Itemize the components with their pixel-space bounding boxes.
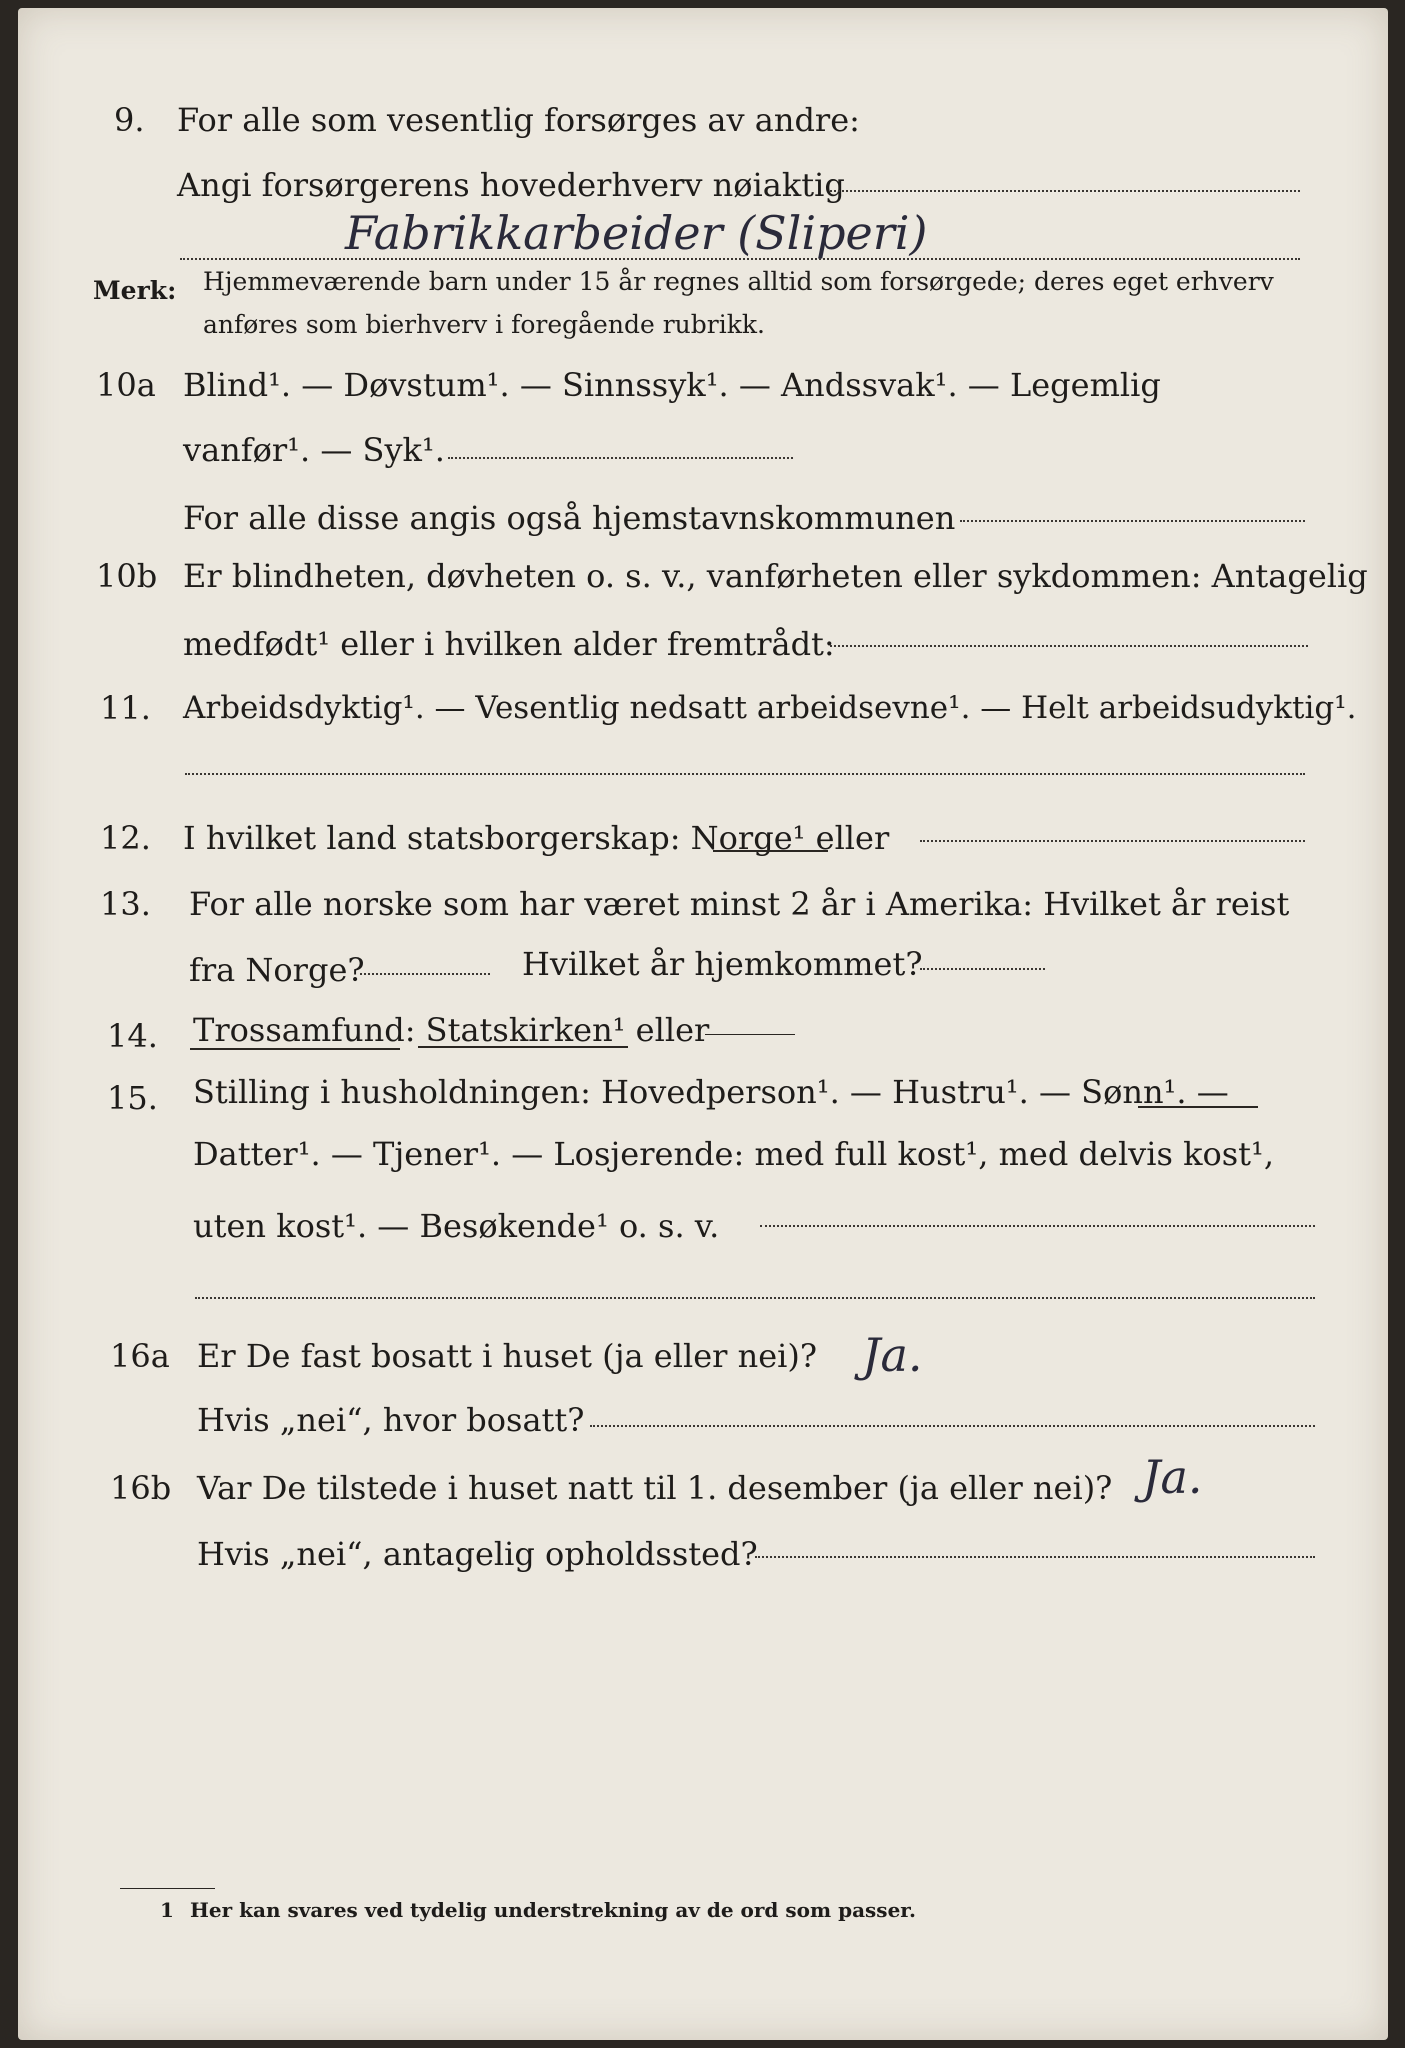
answer-line [920, 840, 1305, 842]
answer-line [920, 968, 1045, 970]
question-number: 14. [107, 1017, 158, 1055]
question-text: Trossamfund: Statskirken¹ eller [193, 1011, 710, 1049]
question-text: Hvis „nei“, hvor bosatt? [197, 1401, 585, 1439]
note-text: Hjemmeværende barn under 15 år regnes alltid som forsørgede; deres eget erhverv [203, 267, 1274, 296]
answer-line [185, 773, 1305, 775]
question-number: 15. [107, 1079, 158, 1117]
question-text: I hvilket land statsborgerskap: Norge¹ eller [183, 819, 890, 857]
answer-line [448, 457, 793, 459]
question-number: 10b [96, 557, 158, 595]
question-text: fra Norge? [189, 951, 365, 989]
answer-line [960, 520, 1305, 522]
answer-underline-trossamfund [190, 1048, 400, 1050]
question-text: Datter¹. — Tjener¹. — Losjerende: med full kost¹, med delvis kost¹, [193, 1135, 1275, 1173]
question-text: Er De fast bosatt i huset (ja eller nei)? [197, 1337, 818, 1375]
question-number: 16b [110, 1469, 172, 1507]
answer-line [180, 258, 1300, 260]
question-text: Arbeidsdyktig¹. — Vesentlig nedsatt arbeidsevne¹. — Helt arbeidsudyktig¹. [183, 690, 1357, 726]
answer-underline-norge [713, 850, 828, 852]
answer-underline-sonn [1138, 1106, 1258, 1108]
question-text: uten kost¹. — Besøkende¹ o. s. v. [193, 1207, 720, 1245]
question-text: Hvilket år hjemkommet? [522, 945, 923, 983]
note-label: Merk: [93, 276, 177, 305]
answer-line [590, 1425, 1315, 1427]
footnote-marker: 1 [160, 1898, 174, 1922]
answer-line [195, 1297, 1315, 1299]
note-text: anføres som bierhverv i foregående rubrikk. [203, 310, 765, 339]
answer-line [705, 1034, 795, 1035]
question-number: 9. [114, 101, 145, 139]
question-number: 16a [110, 1337, 170, 1375]
answer-underline-statskirken [418, 1046, 628, 1048]
answer-line [360, 973, 490, 975]
question-number: 13. [100, 885, 151, 923]
question-text: Blind¹. — Døvstum¹. — Sinnssyk¹. — Andssvak¹. — Legemlig [183, 366, 1161, 404]
question-text: vanfør¹. — Syk¹. [183, 431, 445, 469]
question-text: Angi forsørgerens hovederhverv nøiaktig [177, 166, 845, 204]
question-text: For alle som vesentlig forsørges av andre: [177, 101, 860, 139]
question-text: For alle disse angis også hjemstavnskommunen [183, 499, 956, 537]
question-text: Hvis „nei“, antagelig opholdssted? [197, 1535, 758, 1573]
answer-line [760, 1225, 1315, 1227]
question-number: 10a [96, 366, 156, 404]
footnote-text: Her kan svares ved tydelig understrekning av de ord som passer. [190, 1898, 916, 1922]
question-number: 11. [100, 689, 151, 727]
handwritten-answer: Ja. [1142, 1450, 1203, 1504]
question-text: Var De tilstede i huset natt til 1. desember (ja eller nei)? [197, 1469, 1113, 1507]
handwritten-answer: Ja. [862, 1328, 923, 1382]
question-text: Er blindheten, døvheten o. s. v., vanførheten eller sykdommen: Antagelig [183, 557, 1368, 595]
answer-line [830, 645, 1308, 647]
question-number: 12. [100, 819, 151, 857]
question-text: medfødt¹ eller i hvilken alder fremtrådt: [183, 625, 835, 663]
footnote-rule [120, 1888, 215, 1889]
question-text: Stilling i husholdningen: Hovedperson¹. — Hustru¹. — Sønn¹. — [193, 1073, 1229, 1111]
answer-line [830, 190, 1300, 192]
answer-line [755, 1556, 1315, 1558]
question-text: For alle norske som har været minst 2 år i Amerika: Hvilket år reist [189, 885, 1290, 923]
handwritten-answer: Fabrikkarbeider (Sliperi) [345, 206, 928, 260]
